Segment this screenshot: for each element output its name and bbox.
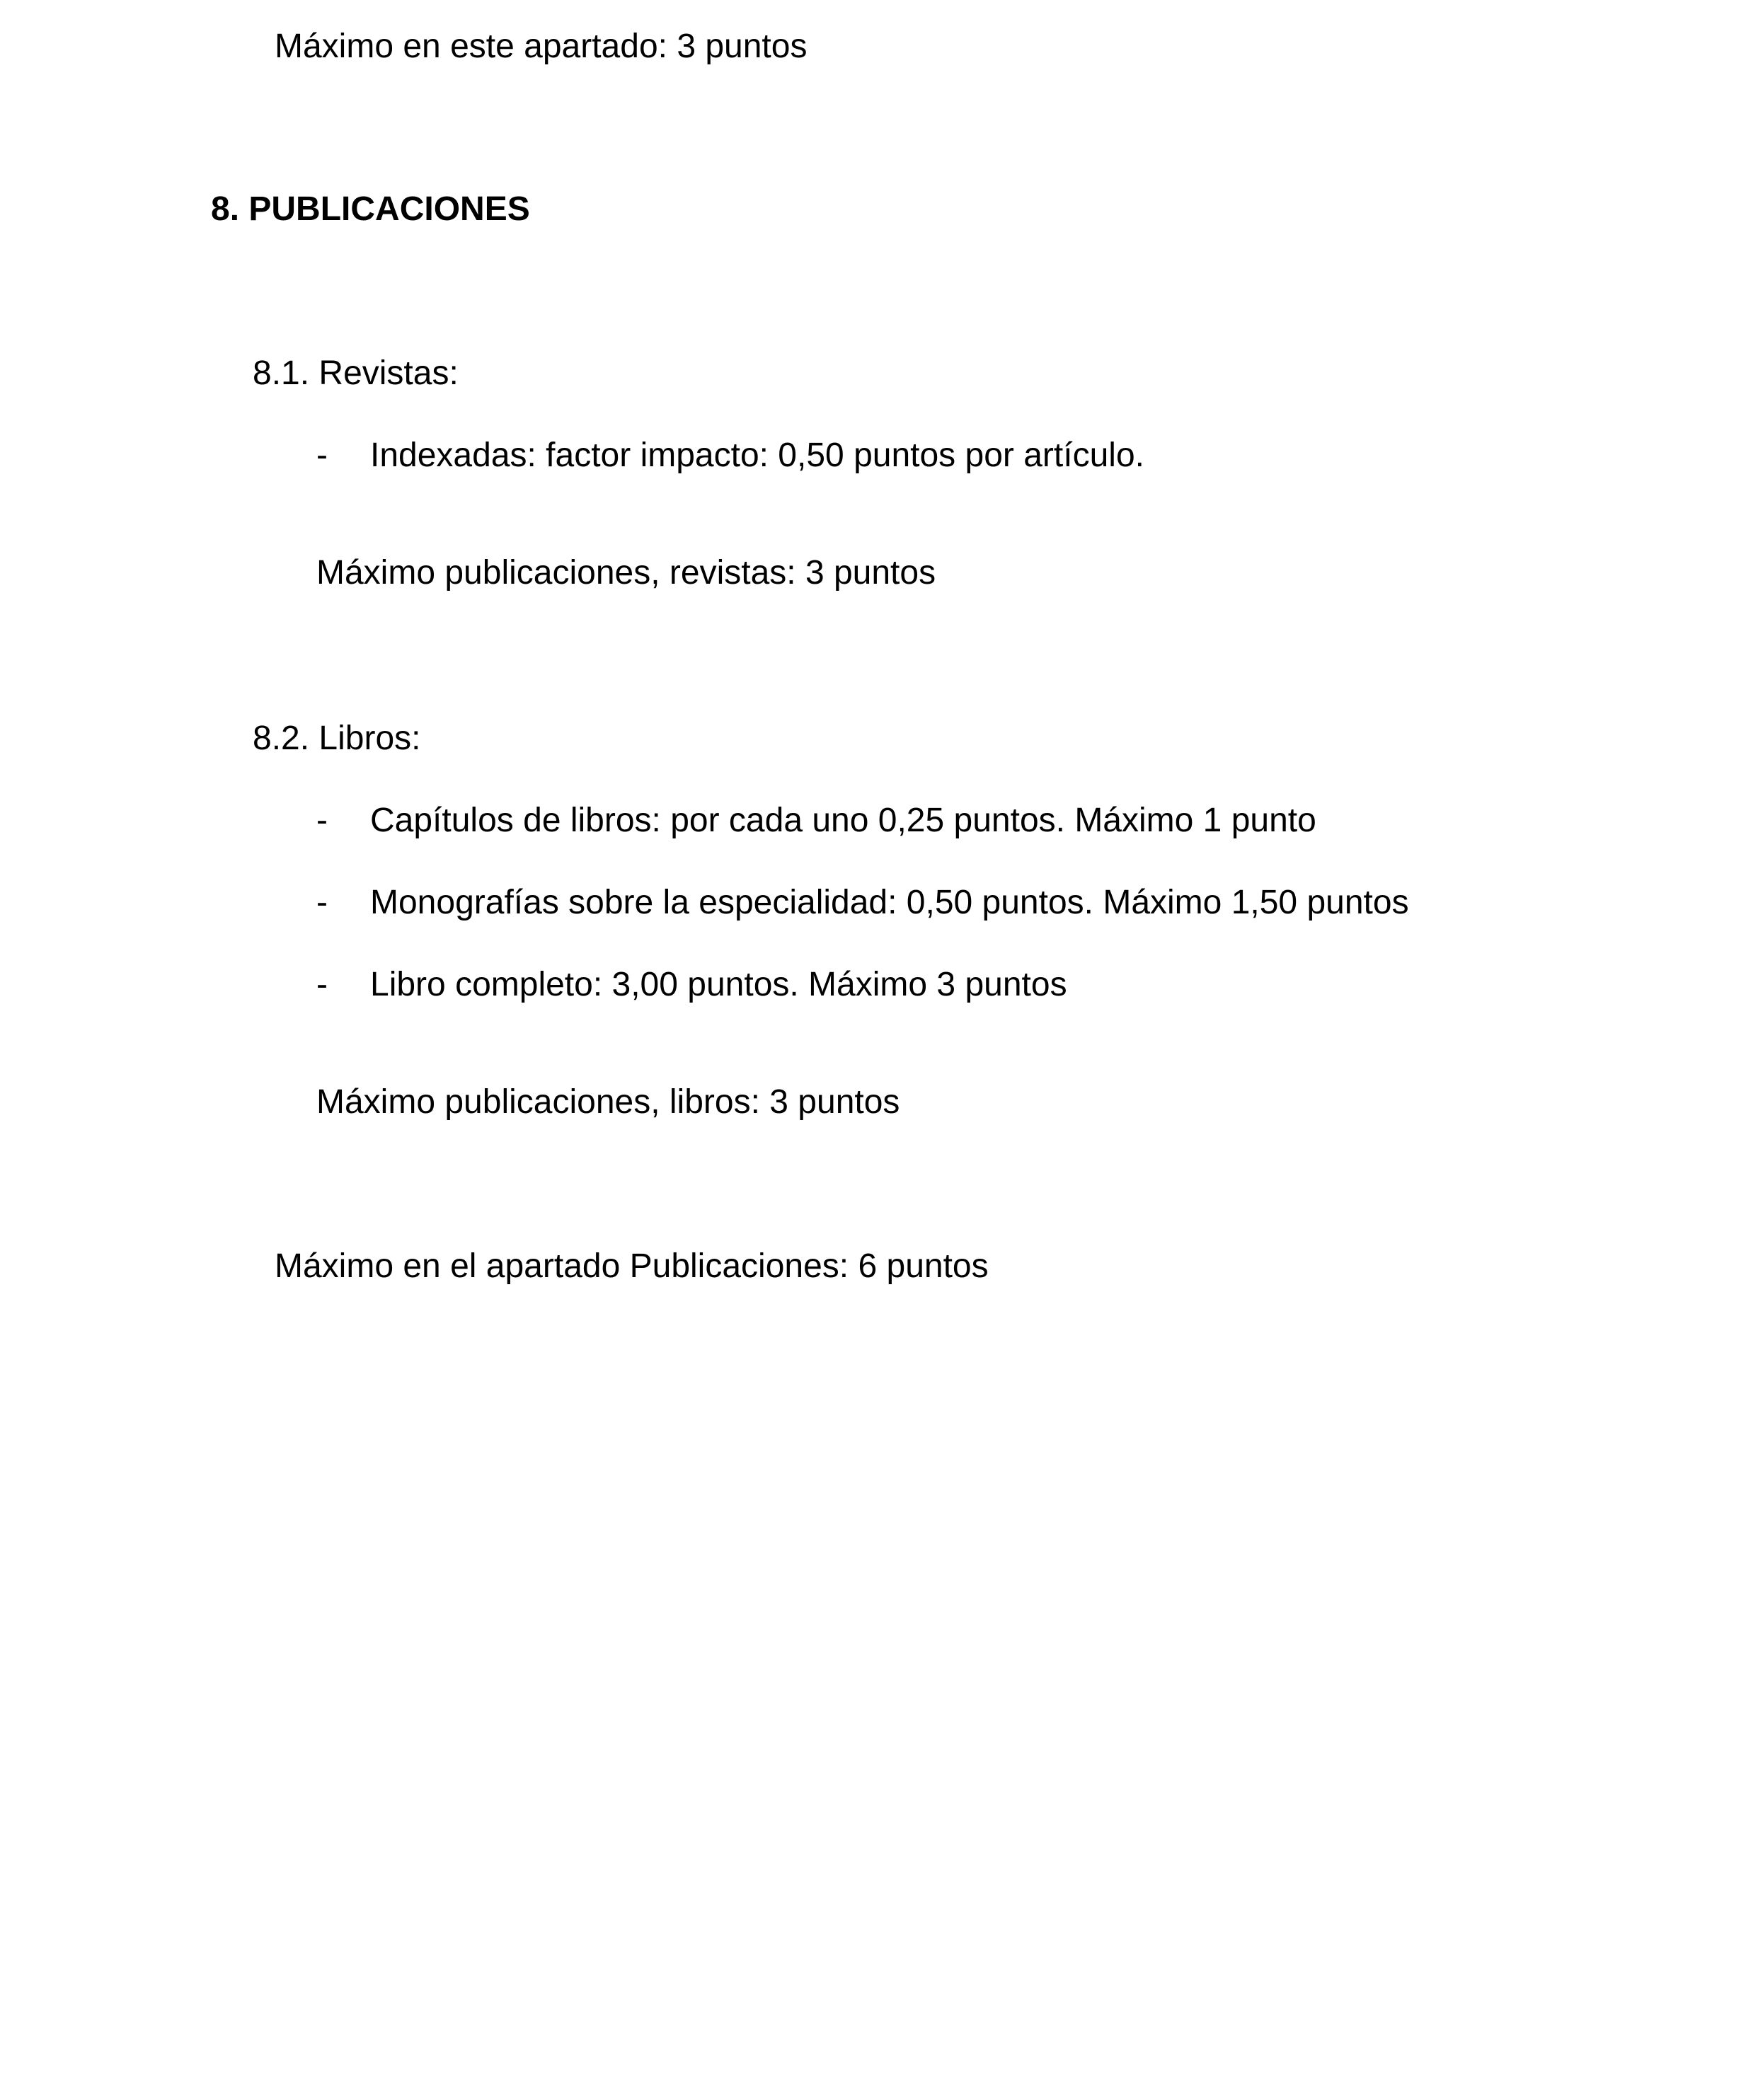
subsection-title-revistas: 8.1. Revistas: bbox=[253, 354, 459, 392]
list-item-text: Monografías sobre la especialidad: 0,50 puntos. Máximo 1,50 puntos bbox=[370, 884, 1409, 921]
subsection-title-libros: 8.2. Libros: bbox=[253, 720, 421, 757]
bullet-dash: - bbox=[316, 884, 328, 921]
previous-section-max: Máximo en este apartado: 3 puntos bbox=[275, 28, 808, 65]
bullet-dash: - bbox=[316, 802, 328, 839]
subsection-max-libros: Máximo publicaciones, libros: 3 puntos bbox=[316, 1083, 900, 1121]
bullet-dash: - bbox=[316, 437, 328, 474]
list-item-text: Capítulos de libros: por cada uno 0,25 puntos. Máximo 1 punto bbox=[370, 802, 1316, 839]
section-title: 8. PUBLICACIONES bbox=[211, 190, 530, 228]
bullet-dash: - bbox=[316, 966, 328, 1003]
list-item-text: Libro completo: 3,00 puntos. Máximo 3 puntos bbox=[370, 966, 1067, 1003]
section-max: Máximo en el apartado Publicaciones: 6 puntos bbox=[275, 1247, 989, 1285]
list-item-text: Indexadas: factor impacto: 0,50 puntos por artículo. bbox=[370, 437, 1144, 474]
subsection-max-revistas: Máximo publicaciones, revistas: 3 puntos bbox=[316, 554, 936, 592]
